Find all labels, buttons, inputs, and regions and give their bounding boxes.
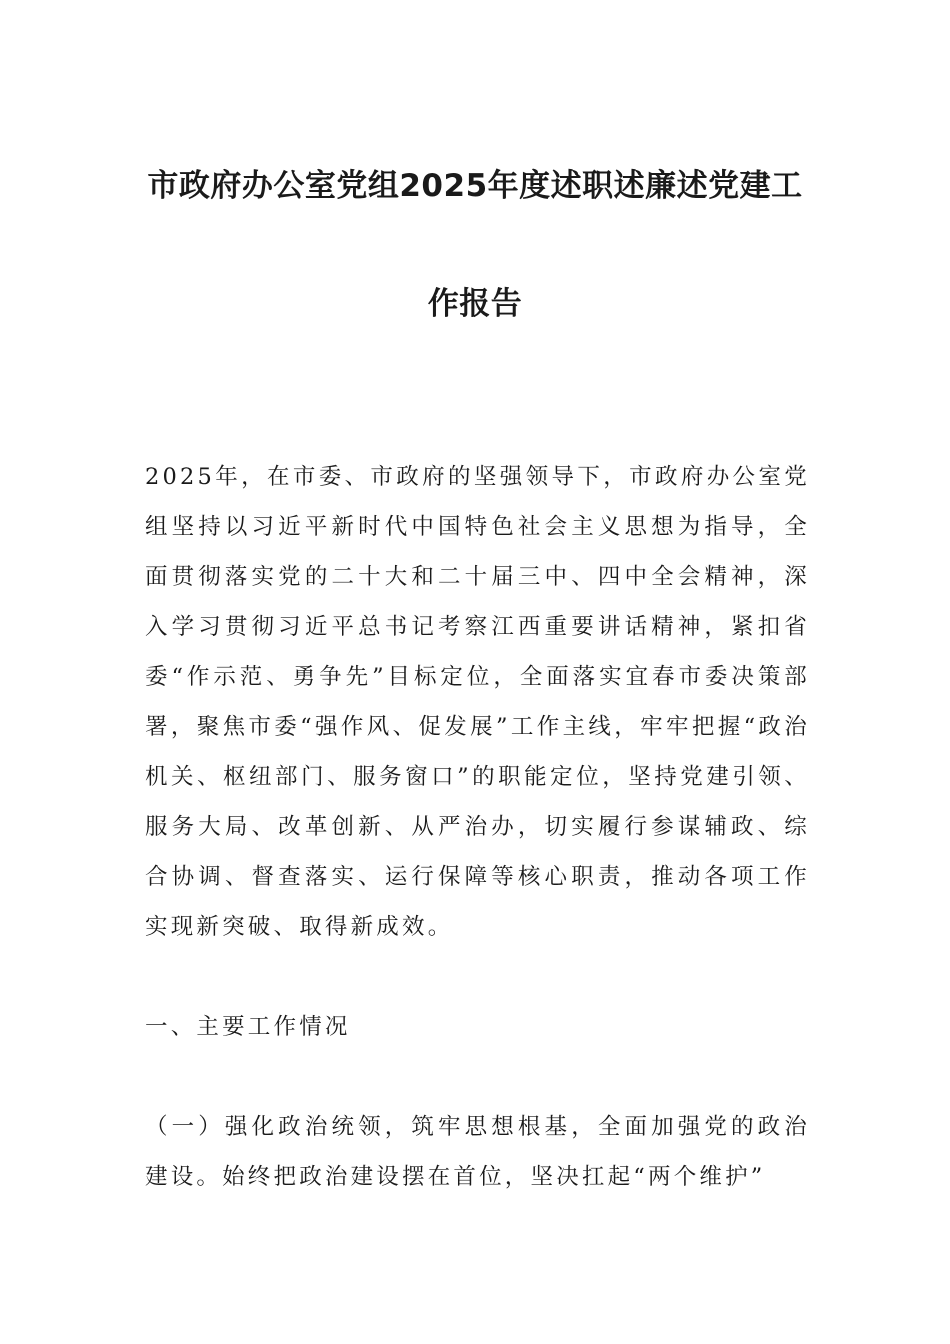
section-heading-block	[145, 1002, 810, 1052]
intro-paragraph: 2025年，在市委、市政府的坚强领导下，市政府办公室党组坚持以习近平新时代中国特色社会主义思想为指导，全面贯彻落实党的二十大和二十届三中、四中全会精神，深入学习贯彻习近平总书记考察江西重要讲话精神，紧扣省委“作示范、勇争先”目标定位，全面落实宜春市委决策部署，聚焦市委“强作风、促发展”工作主线，牢牢把握“政治机关、枢纽部门、服务窗口”的职能定位，坚持党建引领、服务大局、改革创新、从严治办，切实履行参谋辅政、综合协调、督查落实、运行保障等核心职责，推动各项工作实现新突破、取得新成效。	[145, 464, 810, 940]
document-title-line-2: 作报告	[427, 286, 523, 322]
section-heading: 一、主要工作情况	[145, 1014, 351, 1040]
intro-paragraph-block	[145, 452, 810, 952]
section-paragraph-block	[145, 1102, 810, 1202]
document-title-line-1: 市政府办公室党组2025年度述职述廉述党建工	[147, 168, 803, 204]
section-paragraph: （一）强化政治统领，筑牢思想根基，全面加强党的政治建设。始终把政治建设摆在首位，坚决扛起“两个维护”	[145, 1114, 810, 1190]
